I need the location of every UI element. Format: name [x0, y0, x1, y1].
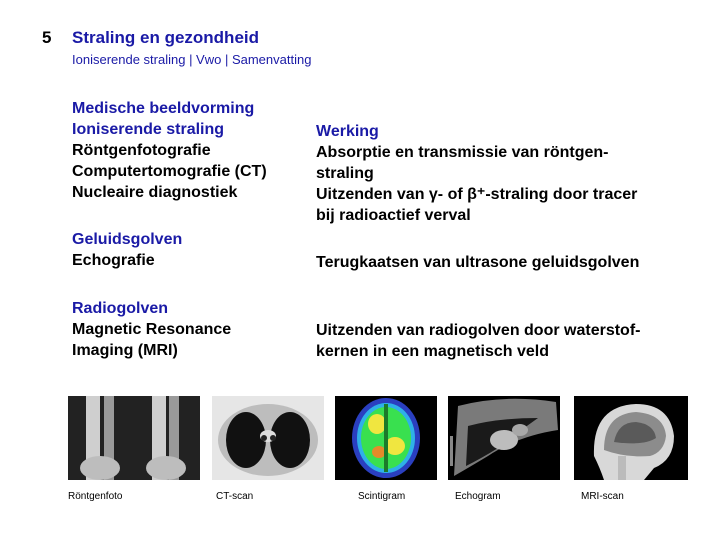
item-mri-line2: Imaging (MRI) — [72, 342, 178, 359]
item-mri-line1: Magnetic Resonance — [72, 321, 232, 338]
mri-head-image — [574, 396, 688, 480]
caption-rontgenfoto: Röntgenfoto — [68, 491, 123, 502]
chapter-number: 5 — [42, 28, 52, 47]
left-group-sound — [72, 229, 182, 271]
echo-line-1: Terugkaatsen van ultrasone geluidsgolven — [316, 254, 640, 271]
caption-mri-scan: MRI-scan — [581, 491, 624, 502]
caption-scintigram: Scintigram — [358, 491, 406, 502]
caption-ct-scan: CT-scan — [216, 491, 254, 502]
werking-line-2: straling — [316, 165, 374, 182]
left-group-radio — [72, 298, 231, 361]
right-group-echo — [316, 252, 639, 273]
item-computertomografie: Computertomografie (CT) — [72, 163, 267, 180]
werking-line-3: Uitzenden van γ- of β⁺-straling door tracer — [316, 186, 638, 203]
caption-echogram: Echogram — [455, 491, 501, 502]
ultrasound-image — [448, 396, 560, 480]
item-nucleaire-diagnostiek: Nucleaire diagnostiek — [72, 184, 238, 201]
right-group-werking — [316, 121, 637, 226]
left-group-imaging — [72, 98, 267, 203]
werking-line-4: bij radioactief verval — [316, 207, 471, 224]
page-subtitle: Ioniserende straling | Vwo | Samenvatting — [72, 52, 312, 67]
subheading-ioniserende-straling: Ioniserende straling — [72, 121, 225, 138]
ct-chest-image — [212, 396, 324, 480]
heading-werking: Werking — [316, 123, 379, 140]
item-rontgenfotografie: Röntgenfotografie — [72, 142, 211, 159]
werking-line-1: Absorptie en transmissie van röntgen- — [316, 144, 609, 161]
heading-radiogolven: Radiogolven — [72, 300, 169, 317]
heading-geluidsgolven: Geluidsgolven — [72, 231, 183, 248]
heading-medische-beeldvorming: Medische beeldvorming — [72, 100, 255, 117]
page-title: Straling en gezondheid — [72, 28, 260, 47]
item-echografie: Echografie — [72, 252, 155, 269]
scintigram-brain-image — [335, 396, 437, 480]
mri-line-2: kernen in een magnetisch veld — [316, 343, 549, 360]
xray-legs-image — [68, 396, 200, 480]
mri-line-1: Uitzenden van radiogolven door waterstof- — [316, 322, 641, 339]
right-group-mri — [316, 320, 640, 362]
